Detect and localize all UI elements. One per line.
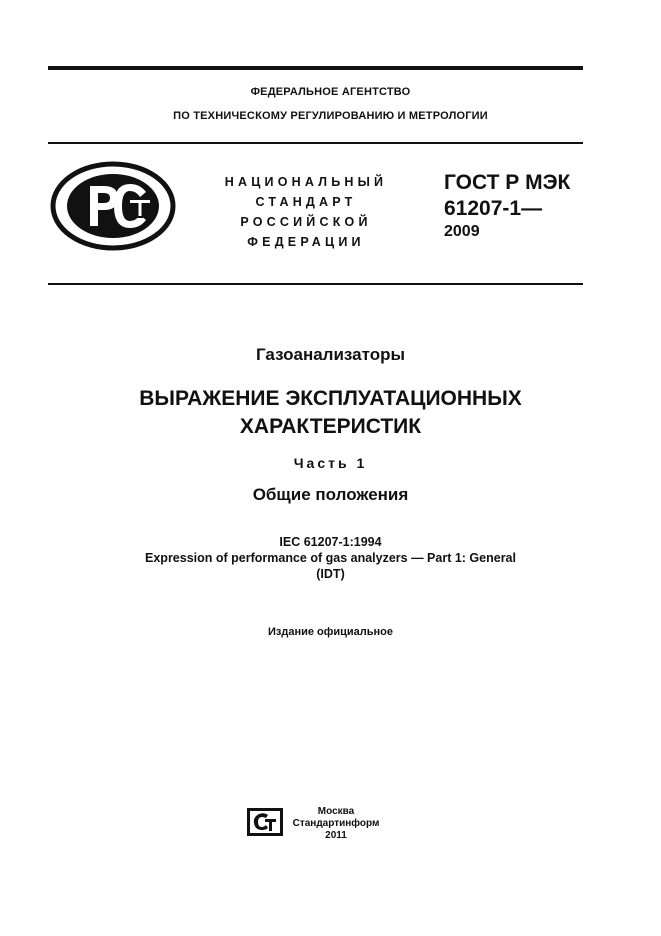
main-title-line-2: ХАРАКТЕРИСТИК [239,415,422,438]
subject-title: Газоанализаторы [256,345,405,364]
publisher-block [290,806,382,842]
agency-rule [48,142,583,144]
designation-line-2: 61207-1— [444,197,543,220]
standard-type-line-3: РОССИЙСКОЙ [240,215,372,229]
gost-logo-icon [50,160,176,252]
standard-type-line-4: ФЕДЕРАЦИИ [247,235,365,249]
standard-type [196,172,416,252]
publisher-year: 2011 [325,830,347,841]
iec-english-title: Expression of performance of gas analyzers — Part 1: General [145,551,516,565]
top-rule [48,66,583,70]
part-title: Общие положения [252,485,409,504]
standartinform-logo-icon [246,807,284,837]
iec-reference: IEC 61207-1:1994 [279,535,382,549]
edition-label: Издание официальное [267,626,394,638]
publisher-name: Стандартинформ [292,818,380,829]
header-rule [48,283,583,285]
part-number: Часть 1 [293,455,368,471]
agency-line-2: ПО ТЕХНИЧЕСКОМУ РЕГУЛИРОВАНИЮ И МЕТРОЛОГИИ [173,110,488,122]
publisher-city: Москва [317,806,355,817]
iec-equivalence: (IDT) [316,567,345,581]
main-title-line-1: ВЫРАЖЕНИЕ ЭКСПЛУАТАЦИОННЫХ [139,387,522,410]
designation-year: 2009 [444,223,480,240]
agency-line-1: ФЕДЕРАЛЬНОЕ АГЕНТСТВО [250,86,411,98]
standard-type-line-1: НАЦИОНАЛЬНЫЙ [224,175,388,189]
designation-line-1: ГОСТ Р МЭК [444,171,571,194]
standard-type-line-2: СТАНДАРТ [255,195,357,209]
